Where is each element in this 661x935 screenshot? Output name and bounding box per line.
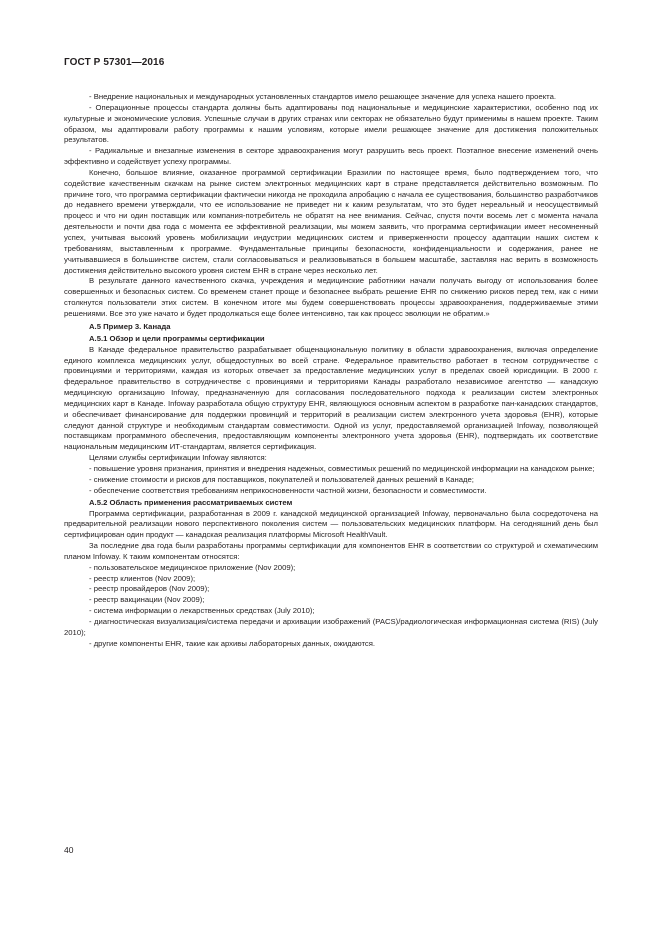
list-item: - другие компоненты EHR, такие как архивы лабораторных данных, ожидаются. — [89, 638, 376, 648]
section-heading-a51: А.5.1 Обзор и цели программы сертификации — [89, 333, 265, 343]
body-paragraph: Конечно, большое влияние, оказанное программой сертификации Бразилии по настоящее время, было подтверждением того, что содействие качественным скачкам на рынке систем электронных медицинских карт в стране представляется действительно возможным. По причине того, что программа сертификации фактически никогда не проходила апробацию с начала ее существования, большинство разработчиков до недавнего времени утверждали, что ее использование не приведет ни к каким результатам, что это будет нереальный и неосуществимый процесс и что ни один поставщик или компания-потребитель не обратят на нее внимания. Сейчас, спустя почти восемь лет с момента начала деятельности и почти два года с момента ее эффективной реализации, мы можем заявить, что программа сертификации имеет несомненный успех, учитывая высокий уровень мобилизации индустрии медицинских систем и приверженности процессу адаптации наших систем к требованиям, выставленным к программе. Фундаментальные принципы безопасности, конфиденциальности и содержания, ранее не учитывавшиеся в большинстве систем, стали согласовываться и реализовываться в большем масштабе, заставляя нас верить в возможность достижения действительно высокого уровня систем EHR в стране через несколько лет. — [64, 167, 598, 275]
document-body — [64, 92, 598, 650]
list-item: - повышение уровня признания, принятия и внедрения надежных, совместимых решений по медицинской информации на канадском рынке; — [89, 464, 595, 473]
list-item: - диагностическая визуализация/система передачи и архивации изображений (PACS)/радиологическая информационная система (RIS) (July 2010); — [64, 616, 598, 637]
list-item: - реестр вакцинации (Nov 2009); — [89, 595, 205, 605]
list-item: - реестр провайдеров (Nov 2009); — [89, 584, 210, 594]
section-heading-a52: А.5.2 Область применения рассматриваемых систем — [89, 497, 293, 507]
bullet-paragraph: - Операционные процессы стандарта должны быть адаптированы под национальные и медицинские характеристики, особенно под их культурные и экономические условия. Успешные случаи в других странах или секторах не обязательно будут применимы в нашем проекте. Таким образом, мы адаптировали работу программы к нашим условиям, которые имели решающее значение для достижения положительных результатов. — [64, 102, 598, 145]
bullet-paragraph: - Радикальные и внезапные изменения в секторе здравоохранения могут разрушить весь проект. Поэтапное внесение изменений очень эффективно и содействует успеху программы. — [64, 146, 598, 167]
list-item: - снижение стоимости и рисков для поставщиков, покупателей и пользователей данных решений в Канаде; — [89, 474, 474, 484]
body-paragraph: В результате данного качественного скачка, учреждения и медицинские работники начали получать выгоду от использования более совершенных и безопасных систем. Со временем станет проще и безопаснее выбрать решение EHR по снижению рисков перед тем, как с ними столкнутся пользователи этих систем. В конечном итоге мы будем совершенствовать процессы здравоохранения, поддерживаемые этими решениями. Все это уже начато и будет продолжаться еще более интенсивно, так как процесс эволюции не обратим.» — [64, 276, 598, 318]
list-item: - система информации о лекарственных средствах (July 2010); — [89, 606, 315, 616]
list-item: - обеспечение соответствия требованиям неприкосновенности частной жизни, безопасности и совместимости. — [89, 485, 487, 495]
section-heading-a5: А.5 Пример 3. Канада — [89, 321, 171, 331]
list-item: - пользовательское медицинское приложение (Nov 2009); — [89, 562, 296, 572]
bullet-paragraph: - Внедрение национальных и международных установленных стандартов имело решающее значение для успеха нашего проекта. — [89, 92, 557, 101]
page-number: 40 — [64, 845, 74, 855]
standard-header: ГОСТ Р 57301—2016 — [64, 57, 165, 68]
body-paragraph: За последние два года были разработаны программы сертификации для компонентов EHR в соответствии со структурой и схематическим планом Infoway. К таким компонентам относятся: — [64, 541, 598, 561]
body-paragraph: Программа сертификации, разработанная в 2009 г. канадской медицинской организацией Infoway, первоначально была сосредоточена на предварительной реализации нового перспективного поколения систем — пользовательских медицинских платформ. На сегодняшний день был сертифицирован один продукт — канадская реализация платформы Microsoft HealthVault. — [64, 508, 598, 540]
list-item: - реестр клиентов (Nov 2009); — [89, 573, 196, 583]
body-paragraph: В Канаде федеральное правительство разрабатывает общенациональную политику в области здравоохранения, включая определение единого комплекса медицинских услуг, общедоступных во всей стране. Федеральное правительство работает в тесном сотрудничестве с провинциями и территориями, каждая из которых отвечает за предоставление медицинских услуг в пределах своей юрисдикции. В 2000 г. федеральное правительство в сотрудничестве с провинциями и территориями Канады разработало независимое агентство — канадскую медицинскую организацию Infoway, предназначенную для согласования последовательного подхода к реализации систем электронных медицинских карт в Канаде. Infoway разработала общую структуру EHR, являющуюся основным аспектом в разработке пан-канадских стандартов, и обеспечивает финансирование для поддержки провинций и территорий в реализации систем электронного учета здоровья (EHR), которые следуют данной структуре и необходимым стандартам совместимости. Одной из услуг, предоставляемой организацией Infoway, позволяющей поставщикам программного обеспечения, предоставляющим компоненты электронного учета здоровья (EHR), подтверждать их соответствие национальным медицинским ИТ-стандартам, является сертификация. — [64, 344, 598, 452]
goals-intro: Целями службы сертификации Infoway являются: — [89, 453, 267, 463]
